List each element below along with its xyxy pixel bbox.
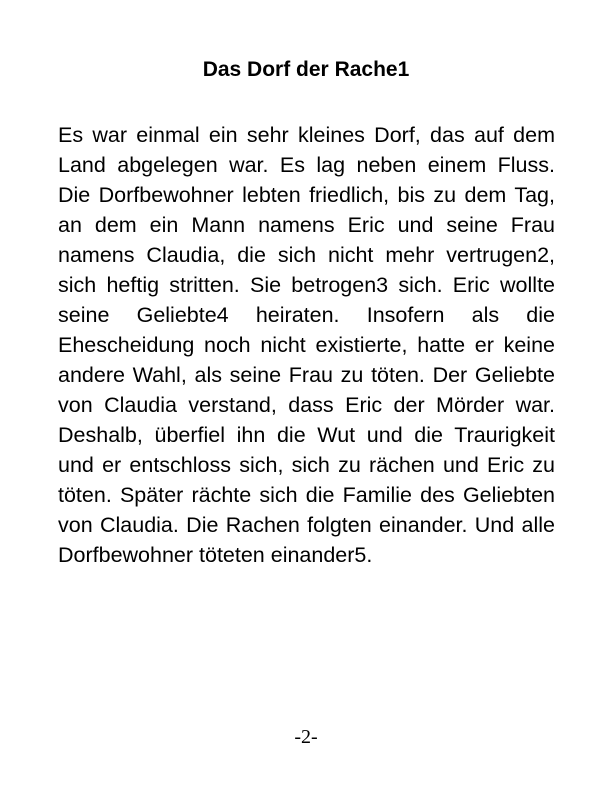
story-paragraph: Es war einmal ein sehr kleines Dorf, das auf dem Land abgelegen war. Es lag neben einem Fluss. Die Dorfbewohner lebten friedlich, bis zu dem Tag, an dem ein Mann namens Eric und seine Frau namens Claudia, die sich nicht mehr vertrugen2, sich heftig stritten. Sie betrogen3 sich. Eric wollte seine Geliebte4 heiraten. Insofern als die Ehescheidung noch nicht existierte, hatte er keine andere Wahl, als seine Frau zu töten. Der Geliebte von Claudia verstand, dass Eric der Mörder war. Deshalb, überfiel ihn die Wut und die Traurigkeit und er entschloss sich, sich zu rächen und Eric zu töten. Später rächte sich die Familie des Geliebten von Claudia. Die Rachen folgten einander. Und alle Dorfbewohner töteten einander5. (58, 123, 555, 567)
document-title: Das Dorf der Rache1 (202, 58, 410, 81)
page-number: -2- (294, 726, 318, 748)
